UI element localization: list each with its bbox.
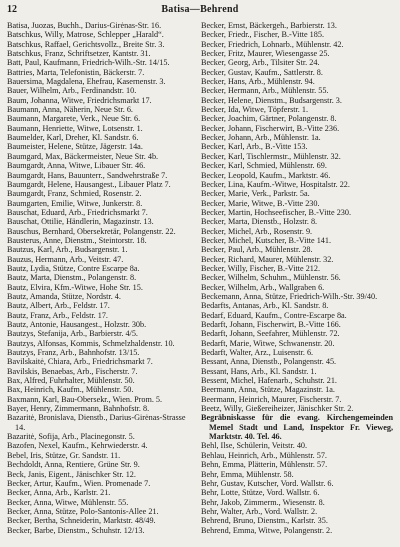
directory-entry: Bautz, Amanda, Stütze, Nordstr. 4.: [7, 291, 121, 301]
directory-entry: Bazofen, Nexel, Kaufm., Kehrwiederstr. 4.: [7, 441, 148, 451]
directory-entry: Baumgardt, Franz, Schmied, Rosenstr. 2.: [7, 189, 142, 199]
directory-entry: Baumgardt, Anna, Witwe, Libauer Str. 46.: [7, 161, 146, 171]
directory-entry: Becker, Wilhelm, Arb., Wallgraben 6.: [201, 282, 325, 292]
directory-entry: Becker, Anna, Arb., Karlstr. 21.: [7, 488, 111, 498]
directory-entry: Becker, Hermann, Arb., Mühlenstr. 55.: [201, 86, 329, 96]
directory-entry: Bedarfts, Antanas, Arb., Kl. Sandstr. 8.: [201, 301, 329, 311]
directory-entry: Becker, Ida, Witwe, Töpferstr. 1.: [201, 105, 309, 115]
directory-entry: Becker, Marie, Verk., Parkstr. 5a.: [201, 189, 310, 199]
directory-entry: Bessent, Michel, Hafenarb., Schuhstr. 21.: [201, 376, 337, 386]
directory-entry: Becker, Michel, Arb., Rosenstr. 9.: [201, 226, 313, 236]
directory-entry: Baumgardt, Hans, Bauunterr., Sandwehrstraße 7.: [7, 170, 168, 180]
directory-entry: Bazaritė, Sofija, Arb., Placinegonstr. 5.: [7, 432, 135, 442]
directory-entry: Becker, Karl, Schmied, Mühlenstr. 69.: [201, 161, 327, 171]
directory-entry: Baumelder, Karl, Dreher, Kl. Sandstr. 6.: [7, 133, 139, 143]
directory-entry: Beermann, Anna, Stütze, Magazinstr. 1a.: [201, 385, 335, 395]
directory-entry: Bavilskaitė, Chiara, Arb., Friedrichsmarkt 7.: [7, 357, 153, 367]
directory-entry: Becker, Anna, Witwe, Mühlenstr. 55.: [7, 497, 129, 507]
directory-entry: Bauschat, Eduard, Arb., Friedrichsmarkt 7.: [7, 207, 148, 217]
directory-entry: Becker, Anna, Stütze, Polo-Santonis-Allee 21.: [7, 506, 159, 516]
directory-entry: Behlau, Heinrich, Arb., Mühlenstr. 57.: [201, 450, 327, 460]
directory-entry: Becker, Joachim, Gärtner, Polangenstr. 8.: [201, 114, 337, 124]
directory-entry: Becker, Marta, Dienstb., Holzstr. 8.: [201, 217, 318, 227]
directory-entry: Becker, Georg, Arb., Tilsiter Str. 24.: [201, 58, 320, 68]
directory-entry: Baumgarten, Emilie, Witwe, Junkerstr. 8.: [7, 198, 143, 208]
directory-entry: Bausterus, Anne, Dienstm., Steintorstr. 18.: [7, 235, 147, 245]
directory-entry: Bautz, Franz, Arb., Feldstr. 17.: [7, 310, 108, 320]
directory-entry: Batschkus, Willy, Matrose, Schlepper „Harald“.: [7, 30, 164, 40]
directory-entry: Becker, Friedrich, Lohnarb., Mühlenstr. 42.: [201, 39, 344, 49]
directory-entry: Becker, Leopold, Kaufm., Marktstr. 46.: [201, 170, 331, 180]
directory-entry: Becker, Martin, Hochseefischer, B.-Vitte 230.: [201, 207, 352, 217]
directory-entry: Becker, Willy, Fischer, B.-Vitte 212.: [201, 263, 321, 273]
directory-entry: Bedarf, Eduard, Kaufm., Contre-Escarpe 8a.: [201, 310, 347, 320]
directory-entry: Bautzys, Alfonsas, Kommis, Schmelzhaldenstr. 10.: [7, 338, 175, 348]
directory-notice: Begräbniskasse für die evang. Kirchengemeinden Memel Stadt und Land, Inspektor Fr. Vieweg, Marktstr. 40. Tel. 46.: [201, 413, 393, 442]
directory-entry: Bautzys, Franz, Arb., Bahnhofstr. 13/15.: [7, 348, 140, 358]
directory-entry: Baum, Johanna, Witwe, Friedrichsmarkt 17.: [7, 95, 152, 105]
directory-entry: Batt, Paul, Kaufmann, Friedrich-Wilh.-Str. 14/15.: [7, 58, 170, 68]
directory-entry: Behr, Jakob, Zimmerm., Wiesenstr. 8.: [201, 497, 325, 507]
directory-entry: Bechdoldt, Anna, Rentiere, Grüne Str. 9.: [7, 460, 140, 470]
directory-entry: Bedarft, Johann, Seefahrer, Mühlenstr. 72.: [201, 329, 340, 339]
directory-entry: Becker, Richard, Maurer, Mühlenstr. 32.: [201, 254, 334, 264]
directory-entry: Batschkus, Franz, Schriftsetzer, Kantstr. 31.: [7, 49, 151, 59]
directory-entry: Becker, Fritz, Maurer, Wiesengasse 25.: [201, 49, 330, 59]
directory-entry: Behrend, Bruno, Dienstm., Karlstr. 35.: [201, 516, 328, 526]
directory-entry: Bautz, Marta, Dienstm., Polangenstr. 8.: [7, 273, 137, 283]
directory-entry: Becker, Hans, Arb., Mühlenstr. 94.: [201, 77, 315, 87]
directory-entry: Baumgardt, Helene, Hausangest., Libauer Platz 7.: [7, 179, 171, 189]
directory-entry: Becker, Johann, Fischerwirt, B.-Vitte 236.: [201, 123, 340, 133]
running-head: Batisa—Behrend: [161, 4, 239, 15]
directory-entry: Behr, Walter, Arb., Vord. Wallstr. 2.: [201, 506, 318, 516]
directory-entry: Batisa, Juozas, Buchh., Darius-Girėnas-Str. 16.: [7, 21, 162, 30]
directory-entry: Baumgard, Max, Bäckermeister, Neue Str. 4b.: [7, 151, 159, 161]
page-number: 12: [7, 4, 17, 15]
directory-entry: Bauschat, Ottilie, Händlerin, Magazinstr. 13.: [7, 217, 154, 227]
directory-entry: Bauzus, Hermann, Arb., Veitstr. 47.: [7, 254, 124, 264]
directory-entry: Bax, Heinrich, Kaufm., Mühlenstr. 50.: [7, 385, 134, 395]
directory-entry: Beermann, Heinrich, Maurer, Fischerstr. 7.: [201, 394, 342, 404]
directory-entry: Becker, Barbe, Dienstm., Schuhstr. 12/13.: [7, 525, 145, 535]
directory-entry: Bebel, Iris, Stütze, Gr. Sandstr. 11.: [7, 450, 121, 460]
directory-entry: Bauer, Wilhelm, Arb., Ferdinandstr. 10.: [7, 86, 137, 96]
directory-entry: Bautz, Lydia, Stütze, Contre Escarpe 8a.: [7, 263, 140, 273]
directory-entry: Becker, Michel, Kutscher, B.-Vitte 141.: [201, 235, 332, 245]
directory-entry: Bautz, Albert, Arb., Feldstr. 17.: [7, 301, 110, 311]
directory-entry: Becker, Marie, Witwe, B.-Vitte 230.: [201, 198, 320, 208]
directory-entry: Becker, Bertha, Schneiderin, Marktstr. 48/49.: [7, 516, 156, 526]
directory-entry: Bautz, Antonie, Hausangest., Holzstr. 30b.: [7, 320, 147, 329]
directory-entry: Bedarft, Marie, Witwe, Schwanenstr. 20.: [201, 338, 335, 348]
directory-entry: Bedarft, Walter, Arz., Luisenstr. 6.: [201, 348, 314, 358]
directory-entry: Baumann, Anna, Näherin, Neue Str. 6.: [7, 105, 133, 115]
left-column: [7, 21, 197, 535]
directory-entry: Baxmann, Karl, Bau-Obersekr., Wien. Prom. 5.: [7, 394, 163, 404]
directory-entry: Becker, Friedr., Fischer, B.-Vitte 185.: [201, 30, 325, 40]
directory-entry: Becker, Lina, Kaufm.-Witwe, Hospitalstr. 22.: [201, 179, 350, 189]
directory-entry: Becker, Helene, Dienstm., Budsargenstr. 3.: [201, 95, 342, 105]
directory-entry: Beetz, Willy, Gießereiheizer, Jänischker Str. 2.: [201, 404, 354, 414]
directory-entry: Becker, Wilhelm, Schuhm., Mühlenstr. 56.: [201, 273, 341, 283]
directory-entry: Baumann, Henriette, Witwe, Lotsenstr. 1.: [7, 123, 143, 133]
directory-entry: Bautzus, Karl, Arb., Budsargenstr. 1.: [7, 245, 128, 255]
directory-entry: Becker, Karl, Tischlermstr., Mühlenstr. 32.: [201, 151, 341, 161]
directory-entry: Battries, Marta, Telefonistin, Bäckerstr. 7.: [7, 67, 145, 77]
directory-entry: Becker, Karl, Arb., B.-Vitte 153.: [201, 142, 308, 152]
directory-entry: Bauschus, Bernhard, Obersekretär, Polangenstr. 22.: [7, 226, 176, 236]
directory-entry: Bautzys, Stefanija, Arb., Barbierstr. 4/5.: [7, 329, 138, 339]
directory-entry: Becker, Paul, Arb., Mühlenstr. 28.: [201, 245, 313, 255]
directory-entry: Bessant, Anna, Dienstb., Polangenstr. 45.: [201, 357, 337, 367]
directory-entry: Bavilskis, Benaebas, Arb., Fischerstr. 7.: [7, 366, 138, 376]
directory-entry: Bazaritė, Bronislava, Dienstb., Darius-Girėnas-Strasse 14.: [7, 413, 186, 432]
directory-entry: Beckemann, Anna, Stütze, Friedrich-Wilh.-Str. 39/40.: [201, 291, 378, 301]
directory-entry: Becker, Ernst, Bäckergeh., Barbierstr. 13.: [201, 21, 337, 30]
directory-entry: Becker, Johann, Arb., Mühlenstr. 1a.: [201, 133, 321, 143]
directory-entry: Bax, Alfred, Fuhrhalter, Mühlenstr. 50.: [7, 376, 135, 386]
directory-entry: Behrend, Emma, Witwe, Polangenstr. 2.: [201, 525, 333, 535]
directory-entry: Behl, Ilse, Schülerin, Veitstr. 40.: [201, 441, 308, 451]
directory-entry: Bayer, Henry, Zimmermann, Bahnhofstr. 8.: [7, 404, 150, 414]
directory-entry: Beck, Janis, Eigent., Jänischker Str. 12.: [7, 469, 136, 479]
directory-entry: Bauersima, Magdalena, Ehefrau, Kasernenstr. 3.: [7, 77, 166, 87]
directory-entry: Bedarft, Johann, Fischerwirt, B.-Vitte 166.: [201, 320, 341, 329]
directory-entry: Bessant, Hans, Arb., Kl. Sandstr. 1.: [201, 366, 317, 376]
directory-entry: Behr, Emma, Mühlenstr. 58.: [201, 469, 294, 479]
right-column: [201, 21, 393, 535]
directory-entry: Bautz, Elvira, Kfm.-Witwe, Hohe Str. 15.: [7, 282, 143, 292]
directory-entry: Becker, Gustav, Kaufm., Sattlerstr. 8.: [201, 67, 323, 77]
directory-entry: Becker, Artur, Kaufm., Wien. Promenade 7.: [7, 478, 151, 488]
directory-entry: Baumeister, Helene, Stütze, Jägerstr. 14a.: [7, 142, 143, 152]
directory-entry: Batschkus, Raffael, Gerichtsvollz., Breite Str. 3.: [7, 39, 165, 49]
directory-entry: Behn, Emma, Plätterin, Mühlenstr. 57.: [201, 460, 328, 470]
directory-entry: Behr, Lotte, Stütze, Vord. Wallstr. 6.: [201, 488, 320, 498]
directory-entry: Baumann, Margarete, Verk., Neue Str. 6.: [7, 114, 141, 124]
directory-entry: Behr, Gustav, Kutscher, Vord. Wallstr. 6.: [201, 478, 334, 488]
